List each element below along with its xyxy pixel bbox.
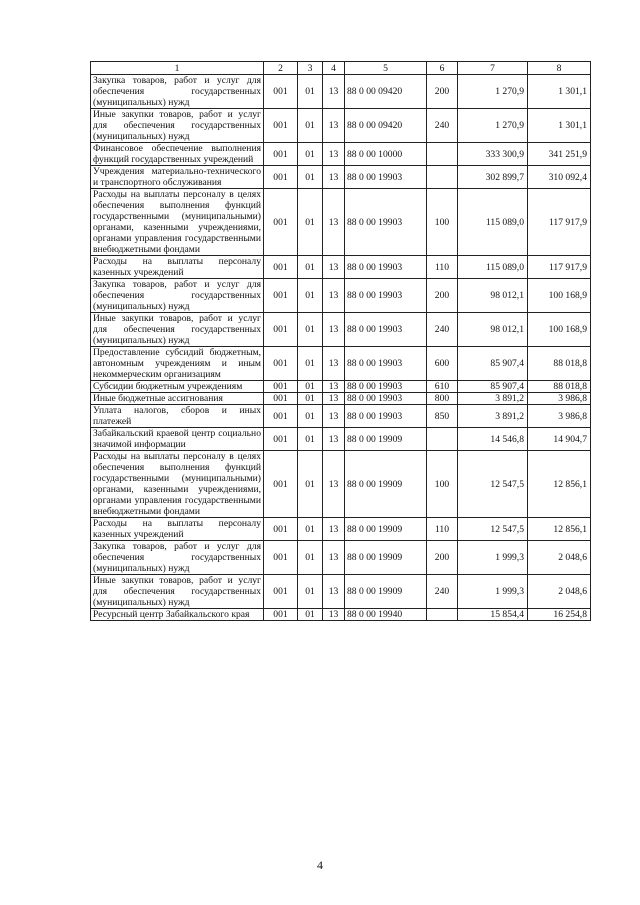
row-section-code: 01 [298, 313, 323, 347]
row-section-code: 01 [298, 109, 323, 143]
column-header: 3 [298, 62, 323, 75]
row-section-code: 01 [298, 75, 323, 109]
row-name: Закупка товаров, работ и услуг для обеспечения государственных (муниципальных) нужд [91, 541, 264, 575]
row-ministry-code: 001 [264, 166, 298, 189]
row-subsection-code: 13 [323, 189, 345, 256]
row-section-code: 01 [298, 541, 323, 575]
row-target-article: 88 0 00 19903 [345, 405, 427, 428]
row-subsection-code: 13 [323, 451, 345, 518]
row-name: Иные закупки товаров, работ и услуг для обеспечения государственных (муниципальных) нужд [91, 109, 264, 143]
row-ministry-code: 001 [264, 189, 298, 256]
row-name: Закупка товаров, работ и услуг для обеспечения государственных (муниципальных) нужд [91, 75, 264, 109]
row-name: Финансовое обеспечение выполнения функций государственных учреждений [91, 143, 264, 166]
row-name: Ресурсный центр Забайкальского края [91, 609, 264, 621]
row-expense-type: 110 [427, 256, 458, 279]
row-amount-year1: 98 012,1 [458, 313, 528, 347]
row-expense-type: 100 [427, 451, 458, 518]
row-amount-year2: 88 018,8 [528, 347, 591, 381]
row-amount-year2: 3 986,8 [528, 405, 591, 428]
row-target-article: 88 0 00 09420 [345, 75, 427, 109]
row-ministry-code: 001 [264, 381, 298, 393]
row-amount-year1: 85 907,4 [458, 347, 528, 381]
row-target-article: 88 0 00 19903 [345, 393, 427, 405]
row-amount-year1: 333 300,9 [458, 143, 528, 166]
table-row [91, 451, 591, 518]
table-row [91, 189, 591, 256]
row-section-code: 01 [298, 166, 323, 189]
row-section-code: 01 [298, 143, 323, 166]
row-expense-type: 240 [427, 575, 458, 609]
row-target-article: 88 0 00 19903 [345, 256, 427, 279]
row-subsection-code: 13 [323, 518, 345, 541]
row-target-article: 88 0 00 19903 [345, 381, 427, 393]
row-name: Уплата налогов, сборов и иных платежей [91, 405, 264, 428]
row-amount-year1: 1 270,9 [458, 109, 528, 143]
row-amount-year2: 12 856,1 [528, 518, 591, 541]
table-row [91, 405, 591, 428]
row-amount-year1: 302 899,7 [458, 166, 528, 189]
row-expense-type: 240 [427, 109, 458, 143]
row-expense-type [427, 428, 458, 451]
row-name: Забайкальский краевой центр социально значимой информации [91, 428, 264, 451]
row-target-article: 88 0 00 19940 [345, 609, 427, 621]
row-amount-year2: 2 048,6 [528, 541, 591, 575]
row-section-code: 01 [298, 189, 323, 256]
row-amount-year1: 1 270,9 [458, 75, 528, 109]
row-ministry-code: 001 [264, 313, 298, 347]
table-row [91, 541, 591, 575]
table-row [91, 313, 591, 347]
row-target-article: 88 0 00 10000 [345, 143, 427, 166]
row-name: Иные бюджетные ассигнования [91, 393, 264, 405]
row-amount-year2: 16 254,8 [528, 609, 591, 621]
row-name: Расходы на выплаты персоналу в целях обеспечения выполнения функций государственными (муниципальными) органами, казенными учреждениями, органами управления государственными внебюджетными фондами [91, 451, 264, 518]
row-amount-year1: 85 907,4 [458, 381, 528, 393]
row-target-article: 88 0 00 19903 [345, 313, 427, 347]
table-row [91, 575, 591, 609]
table-header-row [91, 62, 591, 75]
row-ministry-code: 001 [264, 541, 298, 575]
row-expense-type: 200 [427, 541, 458, 575]
row-ministry-code: 001 [264, 405, 298, 428]
row-subsection-code: 13 [323, 109, 345, 143]
row-target-article: 88 0 00 19903 [345, 189, 427, 256]
table-row [91, 256, 591, 279]
row-amount-year1: 12 547,5 [458, 451, 528, 518]
row-ministry-code: 001 [264, 609, 298, 621]
row-target-article: 88 0 00 19903 [345, 166, 427, 189]
row-amount-year2: 3 986,8 [528, 393, 591, 405]
row-amount-year2: 117 917,9 [528, 256, 591, 279]
row-subsection-code: 13 [323, 428, 345, 451]
row-subsection-code: 13 [323, 541, 345, 575]
row-amount-year1: 15 854,4 [458, 609, 528, 621]
row-amount-year2: 341 251,9 [528, 143, 591, 166]
row-subsection-code: 13 [323, 256, 345, 279]
row-section-code: 01 [298, 518, 323, 541]
row-expense-type [427, 609, 458, 621]
row-target-article: 88 0 00 19909 [345, 428, 427, 451]
row-amount-year2: 12 856,1 [528, 451, 591, 518]
row-amount-year2: 310 092,4 [528, 166, 591, 189]
row-ministry-code: 001 [264, 428, 298, 451]
column-header: 8 [528, 62, 591, 75]
row-ministry-code: 001 [264, 575, 298, 609]
row-section-code: 01 [298, 575, 323, 609]
table-row [91, 143, 591, 166]
row-ministry-code: 001 [264, 393, 298, 405]
row-amount-year2: 2 048,6 [528, 575, 591, 609]
row-amount-year1: 14 546,8 [458, 428, 528, 451]
row-amount-year1: 3 891,2 [458, 393, 528, 405]
column-header: 2 [264, 62, 298, 75]
row-expense-type: 110 [427, 518, 458, 541]
row-section-code: 01 [298, 347, 323, 381]
column-header: 6 [427, 62, 458, 75]
row-target-article: 88 0 00 19909 [345, 518, 427, 541]
row-expense-type: 600 [427, 347, 458, 381]
row-expense-type: 850 [427, 405, 458, 428]
row-name: Учреждения материально-технического и транспортного обслуживания [91, 166, 264, 189]
row-ministry-code: 001 [264, 451, 298, 518]
row-amount-year2: 14 904,7 [528, 428, 591, 451]
row-subsection-code: 13 [323, 347, 345, 381]
table-row [91, 109, 591, 143]
row-amount-year2: 117 917,9 [528, 189, 591, 256]
budget-table [90, 61, 591, 621]
table-row [91, 609, 591, 621]
row-ministry-code: 001 [264, 518, 298, 541]
row-amount-year1: 1 999,3 [458, 575, 528, 609]
table-row [91, 518, 591, 541]
row-subsection-code: 13 [323, 75, 345, 109]
row-target-article: 88 0 00 19909 [345, 451, 427, 518]
row-ministry-code: 001 [264, 279, 298, 313]
row-name: Иные закупки товаров, работ и услуг для обеспечения государственных (муниципальных) нужд [91, 575, 264, 609]
row-section-code: 01 [298, 381, 323, 393]
row-subsection-code: 13 [323, 393, 345, 405]
row-expense-type [427, 143, 458, 166]
column-header: 1 [91, 62, 264, 75]
row-subsection-code: 13 [323, 405, 345, 428]
row-target-article: 88 0 00 19903 [345, 347, 427, 381]
row-subsection-code: 13 [323, 166, 345, 189]
row-subsection-code: 13 [323, 143, 345, 166]
row-amount-year2: 88 018,8 [528, 381, 591, 393]
column-header: 5 [345, 62, 427, 75]
row-name: Закупка товаров, работ и услуг для обеспечения государственных (муниципальных) нужд [91, 279, 264, 313]
row-section-code: 01 [298, 428, 323, 451]
table-row [91, 166, 591, 189]
row-name: Расходы на выплаты персоналу казенных учреждений [91, 518, 264, 541]
table-row [91, 428, 591, 451]
row-amount-year2: 1 301,1 [528, 75, 591, 109]
row-ministry-code: 001 [264, 256, 298, 279]
column-header: 7 [458, 62, 528, 75]
row-amount-year1: 98 012,1 [458, 279, 528, 313]
row-expense-type: 200 [427, 279, 458, 313]
table-row [91, 393, 591, 405]
row-name: Расходы на выплаты персоналу казенных учреждений [91, 256, 264, 279]
row-section-code: 01 [298, 609, 323, 621]
row-target-article: 88 0 00 19903 [345, 279, 427, 313]
row-ministry-code: 001 [264, 109, 298, 143]
row-amount-year1: 115 089,0 [458, 189, 528, 256]
row-section-code: 01 [298, 405, 323, 428]
column-header: 4 [323, 62, 345, 75]
row-subsection-code: 13 [323, 381, 345, 393]
row-subsection-code: 13 [323, 279, 345, 313]
row-expense-type: 240 [427, 313, 458, 347]
row-expense-type: 100 [427, 189, 458, 256]
row-ministry-code: 001 [264, 347, 298, 381]
row-subsection-code: 13 [323, 575, 345, 609]
row-section-code: 01 [298, 256, 323, 279]
row-expense-type: 610 [427, 381, 458, 393]
row-section-code: 01 [298, 451, 323, 518]
row-amount-year1: 3 891,2 [458, 405, 528, 428]
row-amount-year2: 1 301,1 [528, 109, 591, 143]
row-amount-year2: 100 168,9 [528, 313, 591, 347]
row-subsection-code: 13 [323, 609, 345, 621]
row-target-article: 88 0 00 19909 [345, 575, 427, 609]
row-name: Предоставление субсидий бюджетным, автономным учреждениям и иным некоммерческим организациям [91, 347, 264, 381]
row-expense-type: 800 [427, 393, 458, 405]
row-ministry-code: 001 [264, 143, 298, 166]
row-subsection-code: 13 [323, 313, 345, 347]
row-target-article: 88 0 00 19909 [345, 541, 427, 575]
row-target-article: 88 0 00 09420 [345, 109, 427, 143]
row-amount-year1: 12 547,5 [458, 518, 528, 541]
table-row [91, 279, 591, 313]
row-name: Расходы на выплаты персоналу в целях обеспечения выполнения функций государственными (муниципальными) органами, казенными учреждениями, органами управления государственными внебюджетными фондами [91, 189, 264, 256]
table-row [91, 381, 591, 393]
table-row [91, 347, 591, 381]
row-section-code: 01 [298, 393, 323, 405]
row-ministry-code: 001 [264, 75, 298, 109]
row-section-code: 01 [298, 279, 323, 313]
table-row [91, 75, 591, 109]
row-amount-year1: 1 999,3 [458, 541, 528, 575]
row-expense-type [427, 166, 458, 189]
page-number: 4 [317, 858, 323, 872]
row-name: Иные закупки товаров, работ и услуг для обеспечения государственных (муниципальных) нужд [91, 313, 264, 347]
row-name: Субсидии бюджетным учреждениям [91, 381, 264, 393]
row-amount-year1: 115 089,0 [458, 256, 528, 279]
row-amount-year2: 100 168,9 [528, 279, 591, 313]
row-expense-type: 200 [427, 75, 458, 109]
